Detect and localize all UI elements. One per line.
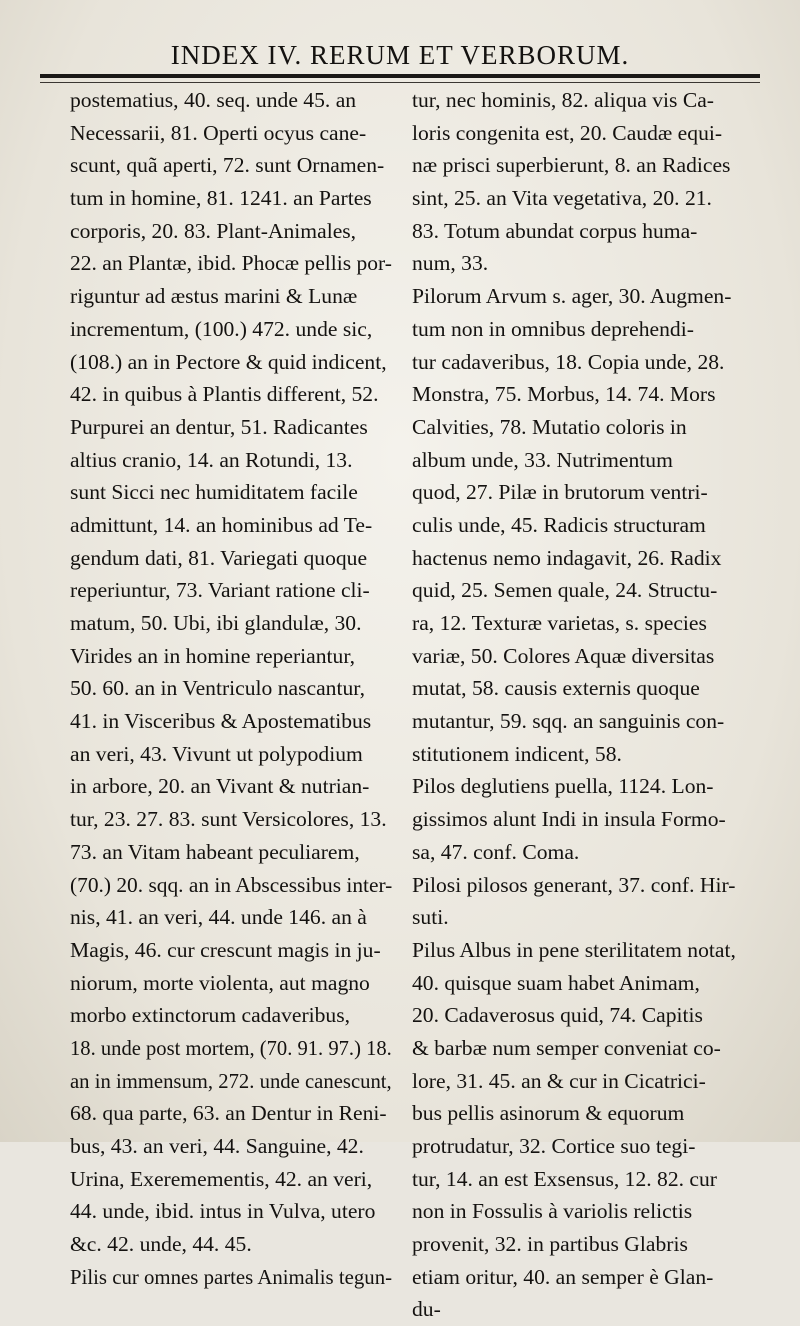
index-line: morbo extinctorum cadaveribus,: [70, 1003, 351, 1028]
index-line: an veri, 43. Vivunt ut polypodium: [70, 741, 363, 766]
index-line: incrementum, (100.) 472. unde sic,: [70, 316, 373, 341]
index-line: 20. Cadaverosus quid, 74. Capitis: [412, 1003, 703, 1028]
index-line: admittunt, 14. an hominibus ad Te-: [70, 512, 373, 537]
index-line: Pilos deglutiens puella, 1124. Lon-: [412, 774, 714, 799]
index-line: tum in homine, 81. 1241. an Partes: [70, 186, 372, 211]
index-line: du-: [412, 1297, 441, 1322]
index-line: Virides an in homine reperiantur,: [70, 643, 356, 668]
index-line: bus pellis asinorum & equorum: [412, 1101, 685, 1126]
index-line: Magis, 46. cur crescunt magis in ju-: [70, 937, 381, 962]
index-line: gendum dati, 81. Variegati quoque: [70, 545, 368, 570]
index-line: tur cadaveribus, 18. Copia unde, 28.: [412, 349, 725, 374]
index-line: bus, 43. an veri, 44. Sanguine, 42.: [70, 1134, 364, 1158]
index-line: ra, 12. Texturæ varietas, s. species: [412, 611, 707, 635]
index-line: tur, nec hominis, 82. aliqua vis Ca-: [412, 88, 714, 112]
index-line: loris congenita est, 20. Caudæ equi-: [412, 120, 723, 145]
index-line: mutat, 58. causis externis quoque: [412, 676, 700, 701]
index-line: riguntur ad æstus marini & Lunæ: [70, 284, 358, 309]
index-line: næ prisci superbierunt, 8. an Radices: [412, 153, 731, 178]
index-line: Pilus Albus in pene sterilitatem notat,: [412, 937, 736, 962]
index-line: 42. in quibus à Plantis different, 52.: [70, 382, 379, 407]
index-line: protrudatur, 32. Cortice suo tegi-: [412, 1134, 696, 1158]
index-line: matum, 50. Ubi, ibi glandulæ, 30.: [70, 611, 362, 635]
index-line: 83. Totum abundat corpus huma-: [412, 218, 698, 243]
index-line: Pilosi pilosos generant, 37. conf. Hir-: [412, 872, 736, 897]
index-line: lore, 31. 45. an & cur in Cicatrici-: [412, 1068, 706, 1093]
index-line: tur, 23. 27. 83. sunt Versicolores, 13.: [70, 807, 387, 832]
index-line: an in immensum, 272. unde canescunt,: [70, 1068, 392, 1093]
index-line: Necessarii, 81. Operti ocyus cane-: [70, 120, 367, 145]
index-line: Pilorum Arvum s. ager, 30. Augmen-: [412, 284, 732, 309]
index-line: nis, 41. an veri, 44. unde 146. an à: [70, 905, 367, 930]
left-column: [70, 84, 392, 1293]
header-rule-thin: [40, 82, 760, 83]
page-header: INDEX IV. RERUM ET VERBORUM.: [170, 40, 630, 70]
index-line: 40. quisque suam habet Animam,: [412, 970, 700, 995]
right-column: [412, 84, 748, 1326]
index-line: suti.: [412, 905, 449, 930]
index-line: non in Fossulis à variolis relictis: [412, 1199, 693, 1224]
index-line: reperiuntur, 73. Variant ratione cli-: [70, 578, 370, 603]
index-line: 18. unde post mortem, (70. 91. 97.) 18.: [70, 1035, 392, 1060]
index-line: Urina, Exeremementis, 42. an veri,: [70, 1166, 373, 1191]
index-line: sint, 25. an Vita vegetativa, 20. 21.: [412, 186, 712, 211]
index-line: 44. unde, ibid. intus in Vulva, utero: [70, 1199, 376, 1224]
index-line: album unde, 33. Nutrimentum: [412, 447, 673, 472]
index-line: hactenus nemo indagavit, 26. Radix: [412, 545, 722, 570]
index-line: stitutionem indicent, 58.: [412, 741, 622, 766]
index-line: culis unde, 45. Radicis structuram: [412, 512, 706, 537]
index-line: postematius, 40. seq. unde 45. an: [70, 88, 357, 112]
index-line: sa, 47. conf. Coma.: [412, 839, 580, 864]
index-line: Monstra, 75. Morbus, 14. 74. Mors: [412, 382, 716, 407]
index-line: Purpurei an dentur, 51. Radicantes: [70, 414, 368, 439]
index-line: 73. an Vitam habeant peculiarem,: [70, 839, 360, 864]
index-line: variæ, 50. Colores Aquæ diversitas: [412, 643, 715, 668]
index-line: altius cranio, 14. an Rotundi, 13.: [70, 447, 353, 472]
index-line: mutantur, 59. sqq. an sanguinis con-: [412, 709, 725, 734]
index-line: 22. an Plantæ, ibid. Phocæ pellis por-: [70, 251, 392, 276]
index-line: & barbæ num semper conveniat co-: [412, 1035, 721, 1060]
index-line: sunt Sicci nec humiditatem facile: [70, 480, 358, 505]
header-rule: [40, 74, 760, 78]
index-line: (108.) an in Pectore & quid indicent,: [70, 349, 387, 374]
index-line: etiam oritur, 40. an semper è Glan-: [412, 1264, 714, 1289]
index-line: (70.) 20. sqq. an in Abscessibus inter-: [70, 872, 393, 897]
index-line: 68. qua parte, 63. an Dentur in Reni-: [70, 1101, 387, 1126]
index-line: &c. 42. unde, 44. 45.: [70, 1232, 252, 1257]
index-line: Calvities, 78. Mutatio coloris in: [412, 414, 687, 439]
index-line: Pilis cur omnes partes Animalis tegun-: [70, 1264, 393, 1289]
index-line: in arbore, 20. an Vivant & nutrian-: [70, 774, 370, 799]
index-line: provenit, 32. in partibus Glabris: [412, 1232, 688, 1257]
index-line: num, 33.: [412, 251, 489, 276]
index-line: quid, 25. Semen quale, 24. Structu-: [412, 578, 718, 603]
index-line: gissimos alunt Indi in insula Formo-: [412, 807, 726, 832]
index-line: 41. in Visceribus & Apostematibus: [70, 709, 372, 734]
index-line: scunt, quã aperti, 72. sunt Ornamen-: [70, 153, 385, 178]
index-line: 50. 60. an in Ventriculo nascantur,: [70, 676, 365, 701]
index-line: tum non in omnibus deprehendi-: [412, 316, 694, 341]
index-line: quod, 27. Pilæ in brutorum ventri-: [412, 480, 708, 505]
index-line: niorum, morte violenta, aut magno: [70, 970, 370, 995]
index-line: corporis, 20. 83. Plant-Animales,: [70, 218, 357, 243]
index-line: tur, 14. an est Exsensus, 12. 82. cur: [412, 1166, 718, 1191]
